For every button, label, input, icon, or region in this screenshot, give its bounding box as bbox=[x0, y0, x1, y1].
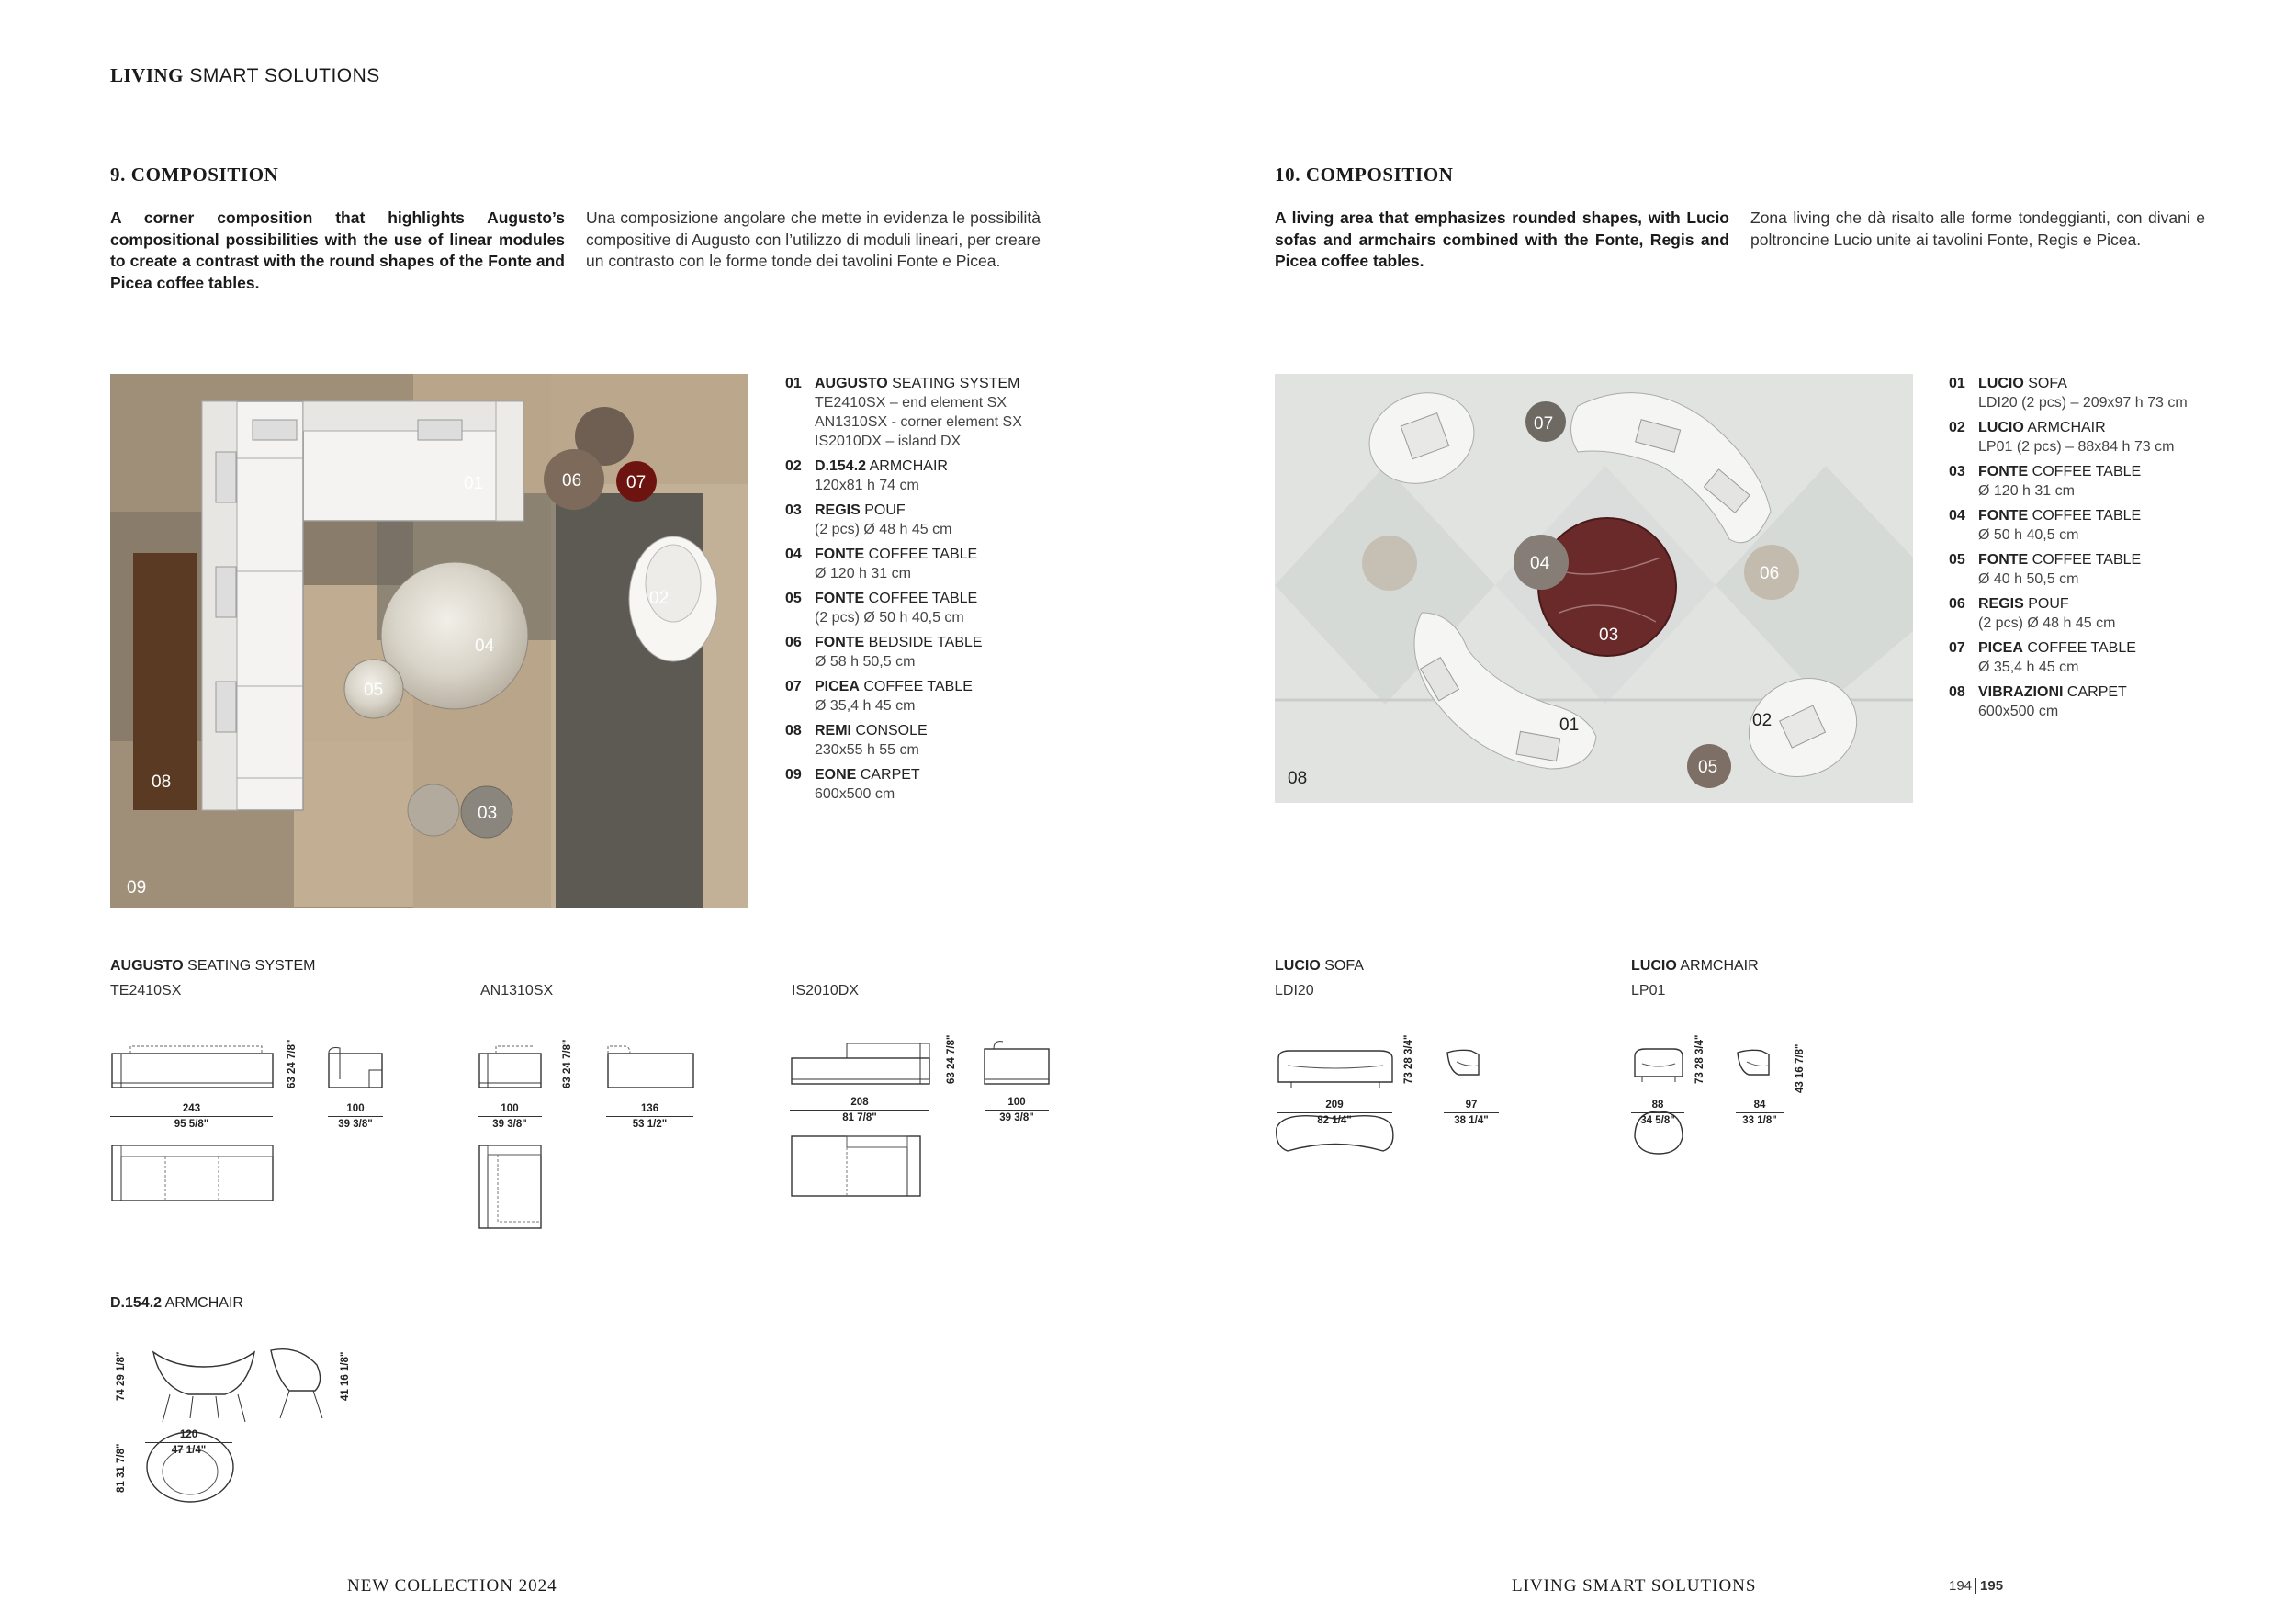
dim-sofa-height: 73 28 3/4" bbox=[1403, 1034, 1414, 1084]
plan10-label-03: 03 bbox=[1599, 626, 1619, 645]
drawing-an1310sx bbox=[478, 1043, 698, 1235]
legend-composition-9 bbox=[785, 374, 1116, 809]
section-title-9: 9. COMPOSITION bbox=[110, 164, 279, 186]
dim-te-depth: 100 39 3/8" bbox=[328, 1102, 383, 1131]
dim-is-depth: 100 39 3/8" bbox=[985, 1096, 1049, 1124]
plan10-label-05: 05 bbox=[1698, 758, 1718, 777]
plan9-label-02: 02 bbox=[649, 589, 670, 608]
tech-code-an: AN1310SX bbox=[480, 983, 554, 998]
dim-sofa-width: 209 82 1/4" bbox=[1277, 1099, 1392, 1127]
plan-composition-9 bbox=[110, 374, 748, 908]
dim-armchair-height: 73 28 3/4" bbox=[1694, 1034, 1705, 1084]
dim-d1542-seat: 41 16 1/8" bbox=[340, 1351, 351, 1401]
legend-item: 03 REGIS POUF (2 pcs) Ø 48 h 45 cm bbox=[785, 502, 952, 537]
legend-item: 05 FONTE COFFEE TABLE (2 pcs) Ø 50 h 40,5 cm bbox=[785, 591, 978, 626]
plan10-label-07: 07 bbox=[1534, 414, 1554, 434]
intro-en-9: A corner composition that highlights Augusto’s compositional possibilities with the use of linear modules to create a contrast with the round shapes of the Fonte and Picea coffee tables. bbox=[110, 209, 565, 292]
legend-item: 05 FONTE COFFEE TABLE Ø 40 h 50,5 cm bbox=[1949, 552, 2142, 587]
plan10-label-02: 02 bbox=[1752, 711, 1773, 730]
legend-item: 07 PICEA COFFEE TABLE Ø 35,4 h 45 cm bbox=[785, 679, 973, 714]
dim-d1542-height: 74 29 1/8" bbox=[116, 1351, 127, 1401]
dim-is-height: 63 24 7/8" bbox=[946, 1034, 957, 1084]
plan9-label-01: 01 bbox=[464, 474, 484, 493]
section-title-10: 10. COMPOSITION bbox=[1275, 164, 1454, 186]
page-numbers bbox=[1949, 1578, 2003, 1594]
dim-an-depth: 136 53 1/2" bbox=[606, 1102, 693, 1131]
dim-te-height: 63 24 7/8" bbox=[287, 1039, 298, 1088]
tech-code-lp01: LP01 bbox=[1631, 983, 1666, 998]
footer-right: LIVING SMART SOLUTIONS bbox=[1512, 1576, 1757, 1596]
dim-armchair-seat: 43 16 7/8" bbox=[1795, 1043, 1806, 1093]
plan10-label-01: 01 bbox=[1559, 716, 1580, 735]
dim-armchair-depth: 84 33 1/8" bbox=[1736, 1099, 1784, 1127]
drawing-te2410sx bbox=[110, 1043, 395, 1235]
dim-te-width: 243 95 5/8" bbox=[110, 1102, 273, 1131]
plan9-label-07: 07 bbox=[626, 473, 647, 492]
intro-it-9: Una composizione angolare che mette in evidenza le possibilità compositive di Augusto con l’utilizzo di moduli lineari, per creare un contrasto con le forme tonde dei tavolini Fonte e Picea. bbox=[586, 209, 1041, 270]
tech-code-is: IS2010DX bbox=[792, 983, 859, 998]
tech-title-lucio-armchair: LUCIO ARMCHAIR bbox=[1631, 958, 1759, 974]
plan10-label-08: 08 bbox=[1288, 769, 1308, 788]
legend-item: 04 FONTE COFFEE TABLE Ø 50 h 40,5 cm bbox=[1949, 508, 2142, 543]
intro-en-10: A living area that emphasizes rounded shapes, with Lucio sofas and armchairs combined with the Fonte, Regis and Picea coffee tables. bbox=[1275, 209, 1729, 270]
legend-item: 08 VIBRAZIONI CARPET 600x500 cm bbox=[1949, 684, 2127, 719]
plan10-label-04: 04 bbox=[1530, 554, 1550, 573]
legend-item: 06 REGIS POUF (2 pcs) Ø 48 h 45 cm bbox=[1949, 596, 2116, 631]
page-number-left: 194 bbox=[1949, 1578, 1973, 1594]
footer-left: NEW COLLECTION 2024 bbox=[347, 1576, 557, 1596]
tech-code-te: TE2410SX bbox=[110, 983, 182, 998]
running-header bbox=[110, 64, 380, 87]
plan10-label-06: 06 bbox=[1760, 564, 1780, 583]
dim-d1542-width: 120 47 1/4" bbox=[145, 1428, 232, 1457]
legend-item: 02 LUCIO ARMCHAIR LP01 (2 pcs) – 88x84 h 73 cm bbox=[1949, 420, 2175, 455]
tech-title-armchair-d1542: D.154.2 ARMCHAIR bbox=[110, 1295, 243, 1311]
header-rest: SMART SOLUTIONS bbox=[189, 65, 380, 86]
legend-item: 09 EONE CARPET 600x500 cm bbox=[785, 767, 920, 802]
legend-item: 01 LUCIO SOFA LDI20 (2 pcs) – 209x97 h 73 cm bbox=[1949, 376, 2188, 411]
dim-an-height: 63 24 7/8" bbox=[562, 1039, 573, 1088]
tech-code-ldi20: LDI20 bbox=[1275, 983, 1314, 998]
plan9-label-08: 08 bbox=[152, 773, 172, 792]
dim-armchair-width: 88 34 5/8" bbox=[1631, 1099, 1684, 1127]
legend-item: 08 REMI CONSOLE 230x55 h 55 cm bbox=[785, 723, 928, 758]
tech-title-lucio-sofa: LUCIO SOFA bbox=[1275, 958, 1364, 974]
plan9-label-05: 05 bbox=[364, 681, 384, 700]
plan9-label-04: 04 bbox=[475, 637, 495, 656]
legend-item: 06 FONTE BEDSIDE TABLE Ø 58 h 50,5 cm bbox=[785, 635, 983, 670]
plan9-label-06: 06 bbox=[562, 471, 582, 491]
page-number-right: 195 bbox=[1980, 1578, 2004, 1594]
legend-item: 03 FONTE COFFEE TABLE Ø 120 h 31 cm bbox=[1949, 464, 2142, 499]
legend-item: 01 AUGUSTO SEATING SYSTEM TE2410SX – end element SX AN1310SX - corner element SX IS2010DX – island DX bbox=[785, 376, 1022, 449]
tech-title-augusto: AUGUSTO SEATING SYSTEM bbox=[110, 958, 316, 974]
dim-is-width: 208 81 7/8" bbox=[790, 1096, 929, 1124]
intro-it-10: Zona living che dà risalto alle forme tondeggianti, con divani e poltroncine Lucio unite ai tavolini Fonte, Regis e Picea. bbox=[1750, 209, 2205, 249]
plan-composition-10 bbox=[1275, 374, 1913, 803]
plan9-label-03: 03 bbox=[478, 804, 498, 823]
drawing-is2010dx bbox=[790, 1038, 1056, 1240]
dim-an-width: 100 39 3/8" bbox=[478, 1102, 542, 1131]
dim-sofa-depth: 97 38 1/4" bbox=[1444, 1099, 1499, 1127]
legend-composition-10 bbox=[1949, 374, 2279, 727]
legend-item: 02 D.154.2 ARMCHAIR 120x81 h 74 cm bbox=[785, 458, 948, 493]
plan9-label-09: 09 bbox=[127, 878, 147, 897]
legend-item: 07 PICEA COFFEE TABLE Ø 35,4 h 45 cm bbox=[1949, 640, 2136, 675]
dim-d1542-depth: 81 31 7/8" bbox=[116, 1443, 127, 1493]
header-brand: LIVING bbox=[110, 64, 185, 86]
legend-item: 04 FONTE COFFEE TABLE Ø 120 h 31 cm bbox=[785, 547, 978, 581]
